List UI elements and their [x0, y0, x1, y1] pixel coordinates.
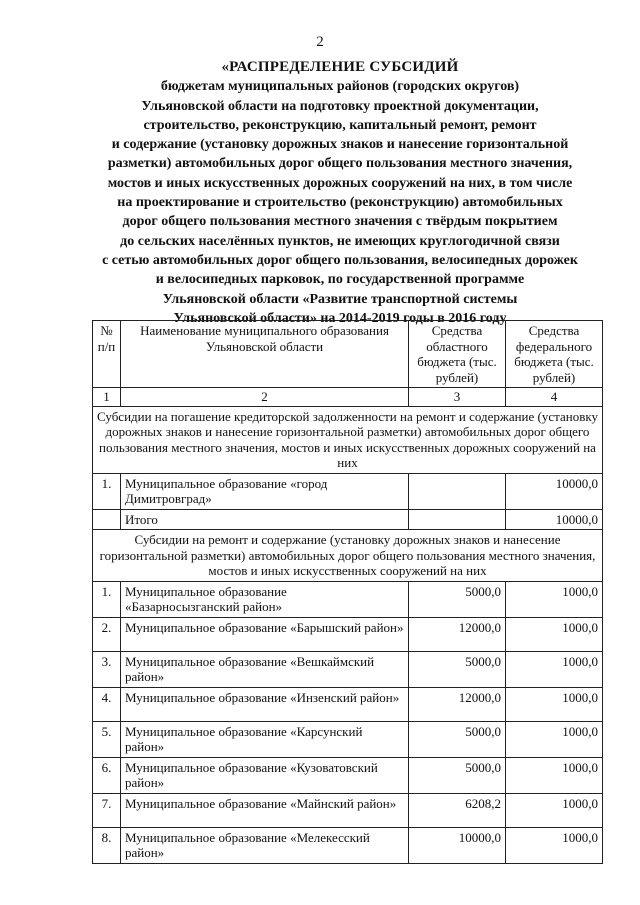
row-regional: 6208,2	[409, 793, 506, 827]
row-num: 2.	[93, 617, 121, 651]
total-row	[93, 509, 603, 530]
row-num: 7.	[93, 793, 121, 827]
table-row	[93, 827, 603, 863]
title-line: разметки) автомобильных дорог общего пользования местного значения,	[107, 156, 573, 172]
section-row	[93, 530, 603, 582]
row-name: Муниципальное образование «город Димитровград»	[121, 473, 409, 509]
total-regional	[409, 509, 506, 530]
table-row	[93, 581, 603, 617]
row-name: Муниципальное образование «Кузоватовский район»	[121, 757, 409, 793]
title-line: до сельских населённых пунктов, не имеющих круглогодичной связи	[120, 233, 560, 249]
row-num: 8.	[93, 827, 121, 863]
row-num: 3.	[93, 651, 121, 687]
header-federal: Средства федерального бюджета (тыс. рублей)	[506, 321, 603, 388]
row-name: Муниципальное образование «Майнский район»	[121, 793, 409, 827]
row-num: 1.	[93, 581, 121, 617]
title-line: и велосипедных парковок, по государственной программе	[155, 272, 525, 288]
section-row	[93, 406, 603, 473]
table-row	[93, 617, 603, 651]
total-federal: 10000,0	[506, 509, 603, 530]
table-row	[93, 793, 603, 827]
row-name: Муниципальное образование «Инзенский район»	[121, 687, 409, 721]
title-line: строительство, реконструкцию, капитальный ремонт, ремонт	[143, 117, 537, 133]
title-main: «РАСПРЕДЕЛЕНИЕ СУБСИДИЙ	[221, 59, 459, 75]
table-row	[93, 757, 603, 793]
row-regional: 12000,0	[409, 687, 506, 721]
table-row	[93, 651, 603, 687]
header-row	[93, 321, 603, 388]
title-line: бюджетам муниципальных районов (городских округов)	[160, 79, 520, 95]
row-federal: 1000,0	[506, 793, 603, 827]
document-title	[80, 58, 600, 328]
row-name: Муниципальное образование «Барышский район»	[121, 617, 409, 651]
index-cell: 3	[409, 388, 506, 407]
row-regional: 5000,0	[409, 721, 506, 757]
header-num: № п/п	[93, 321, 121, 388]
index-cell: 1	[93, 388, 121, 407]
title-line: на проектирование и строительство (реконструкцию) автомобильных	[117, 195, 563, 211]
row-num: 1.	[93, 473, 121, 509]
row-regional: 5000,0	[409, 651, 506, 687]
total-label: Итого	[121, 509, 409, 530]
title-line: дорог общего пользования местного значения с твёрдым покрытием	[122, 214, 558, 230]
header-name: Наименование муниципального образования Ульяновской области	[121, 321, 409, 388]
row-regional: 5000,0	[409, 757, 506, 793]
table-row	[93, 687, 603, 721]
row-num: 5.	[93, 721, 121, 757]
title-line: Ульяновской области на подготовку проектной документации,	[141, 98, 539, 114]
total-num	[93, 509, 121, 530]
table-row	[93, 721, 603, 757]
index-cell: 4	[506, 388, 603, 407]
row-name: Муниципальное образование «Мелекесский район»	[121, 827, 409, 863]
row-federal: 1000,0	[506, 617, 603, 651]
section-title: Субсидии на погашение кредиторской задолженности на ремонт и содержание (установку дорожных знаков и нанесение горизонтальной разметки) автомобильных дорог общего пользования местного значения, мостов и иных искусственных дорожных сооружений на них	[93, 406, 603, 473]
title-line: мостов и иных искусственных дорожных сооружений на них, в том числе	[107, 175, 573, 191]
row-name: Муниципальное образование «Карсунский район»	[121, 721, 409, 757]
title-line: Ульяновской области «Развитие транспортной системы	[162, 291, 518, 307]
row-name: Муниципальное образование «Базарносызганский район»	[121, 581, 409, 617]
subsidy-table	[92, 320, 603, 864]
title-line: с сетью автомобильных дорог общего пользования, велосипедных дорожек	[102, 252, 578, 268]
title-line: Ульяновской области» на 2014-2019 годы в 2016 году	[173, 310, 507, 326]
section-title: Субсидии на ремонт и содержание (установку дорожных знаков и нанесение горизонтальной разметки) автомобильных дорог общего пользования местного значения, мостов и иных искусственных сооружений на них	[93, 530, 603, 582]
row-regional: 12000,0	[409, 617, 506, 651]
row-num: 4.	[93, 687, 121, 721]
row-federal: 1000,0	[506, 757, 603, 793]
row-federal: 1000,0	[506, 581, 603, 617]
row-federal: 1000,0	[506, 721, 603, 757]
title-line: и содержание (установку дорожных знаков и нанесение горизонтальной	[111, 137, 569, 153]
row-name: Муниципальное образование «Вешкаймский район»	[121, 651, 409, 687]
header-regional: Средства областного бюджета (тыс. рублей)	[409, 321, 506, 388]
row-federal: 1000,0	[506, 827, 603, 863]
row-federal: 10000,0	[506, 473, 603, 509]
row-num: 6.	[93, 757, 121, 793]
index-row	[93, 388, 603, 407]
row-regional: 10000,0	[409, 827, 506, 863]
row-regional	[409, 473, 506, 509]
page-number: 2	[316, 34, 324, 50]
table-row	[93, 473, 603, 509]
index-cell: 2	[121, 388, 409, 407]
row-federal: 1000,0	[506, 651, 603, 687]
row-federal: 1000,0	[506, 687, 603, 721]
row-regional: 5000,0	[409, 581, 506, 617]
